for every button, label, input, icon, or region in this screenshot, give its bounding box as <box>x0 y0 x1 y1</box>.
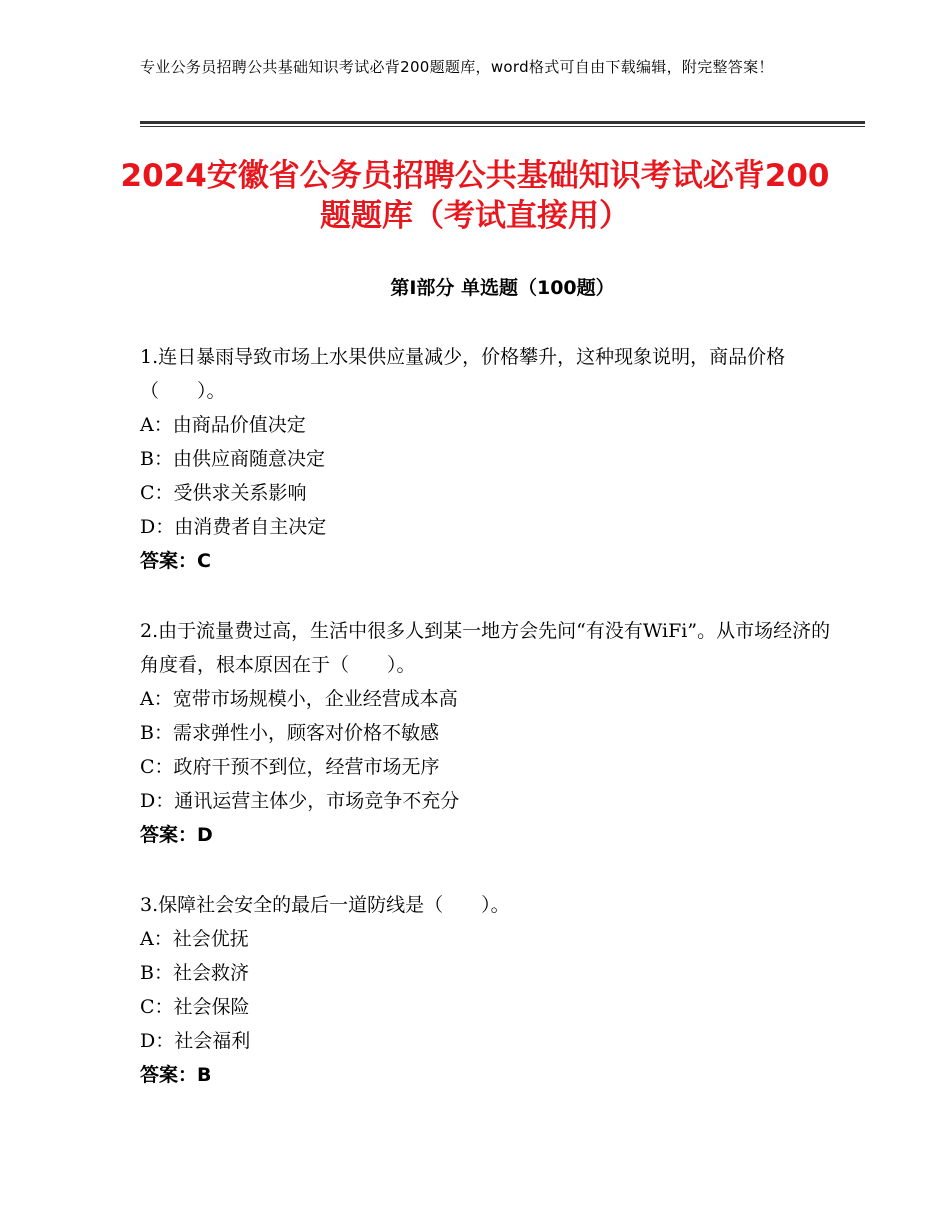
option-a: A：社会优抚 <box>140 928 249 950</box>
answer: 答案：D <box>140 824 213 846</box>
question-stem: 2.由于流量费过高，生活中很多人到某一地方会先问“有没有WiFi”。从市场经济的角度看，根本原因在于（ ）。 <box>140 620 831 676</box>
question-1 <box>140 340 840 578</box>
option-a: A：宽带市场规模小，企业经营成本高 <box>140 688 458 710</box>
question-2 <box>140 614 840 852</box>
option-c: C：社会保险 <box>140 996 250 1018</box>
document-title: 2024安徽省公务员招聘公共基础知识考试必背200题题库（考试直接用） <box>120 158 830 234</box>
header-rule-thick <box>140 121 865 124</box>
option-c: C：政府干预不到位，经营市场无序 <box>140 756 440 778</box>
header-note: 专业公务员招聘公共基础知识考试必背200题题库，word格式可自由下载编辑，附完整答案！ <box>140 58 774 76</box>
question-3 <box>140 888 840 1092</box>
header-rule-thin <box>140 126 865 127</box>
option-b: B：由供应商随意决定 <box>140 448 325 470</box>
option-d: D：通讯运营主体少，市场竞争不充分 <box>140 790 460 812</box>
option-b: B：需求弹性小，顾客对价格不敏感 <box>140 722 439 744</box>
option-c: C：受供求关系影响 <box>140 482 307 504</box>
option-d: D：由消费者自主决定 <box>140 516 327 538</box>
question-stem: 3.保障社会安全的最后一道防线是（ ）。 <box>140 894 510 916</box>
option-b: B：社会救济 <box>140 962 249 984</box>
question-stem: 1.连日暴雨导致市场上水果供应量减少，价格攀升，这种现象说明，商品价格（ ）。 <box>140 346 786 402</box>
answer: 答案：B <box>140 1064 212 1086</box>
option-a: A：由商品价值决定 <box>140 414 306 436</box>
answer: 答案：C <box>140 550 211 572</box>
option-d: D：社会福利 <box>140 1030 251 1052</box>
section-heading: 第I部分 单选题（100题） <box>390 277 615 299</box>
